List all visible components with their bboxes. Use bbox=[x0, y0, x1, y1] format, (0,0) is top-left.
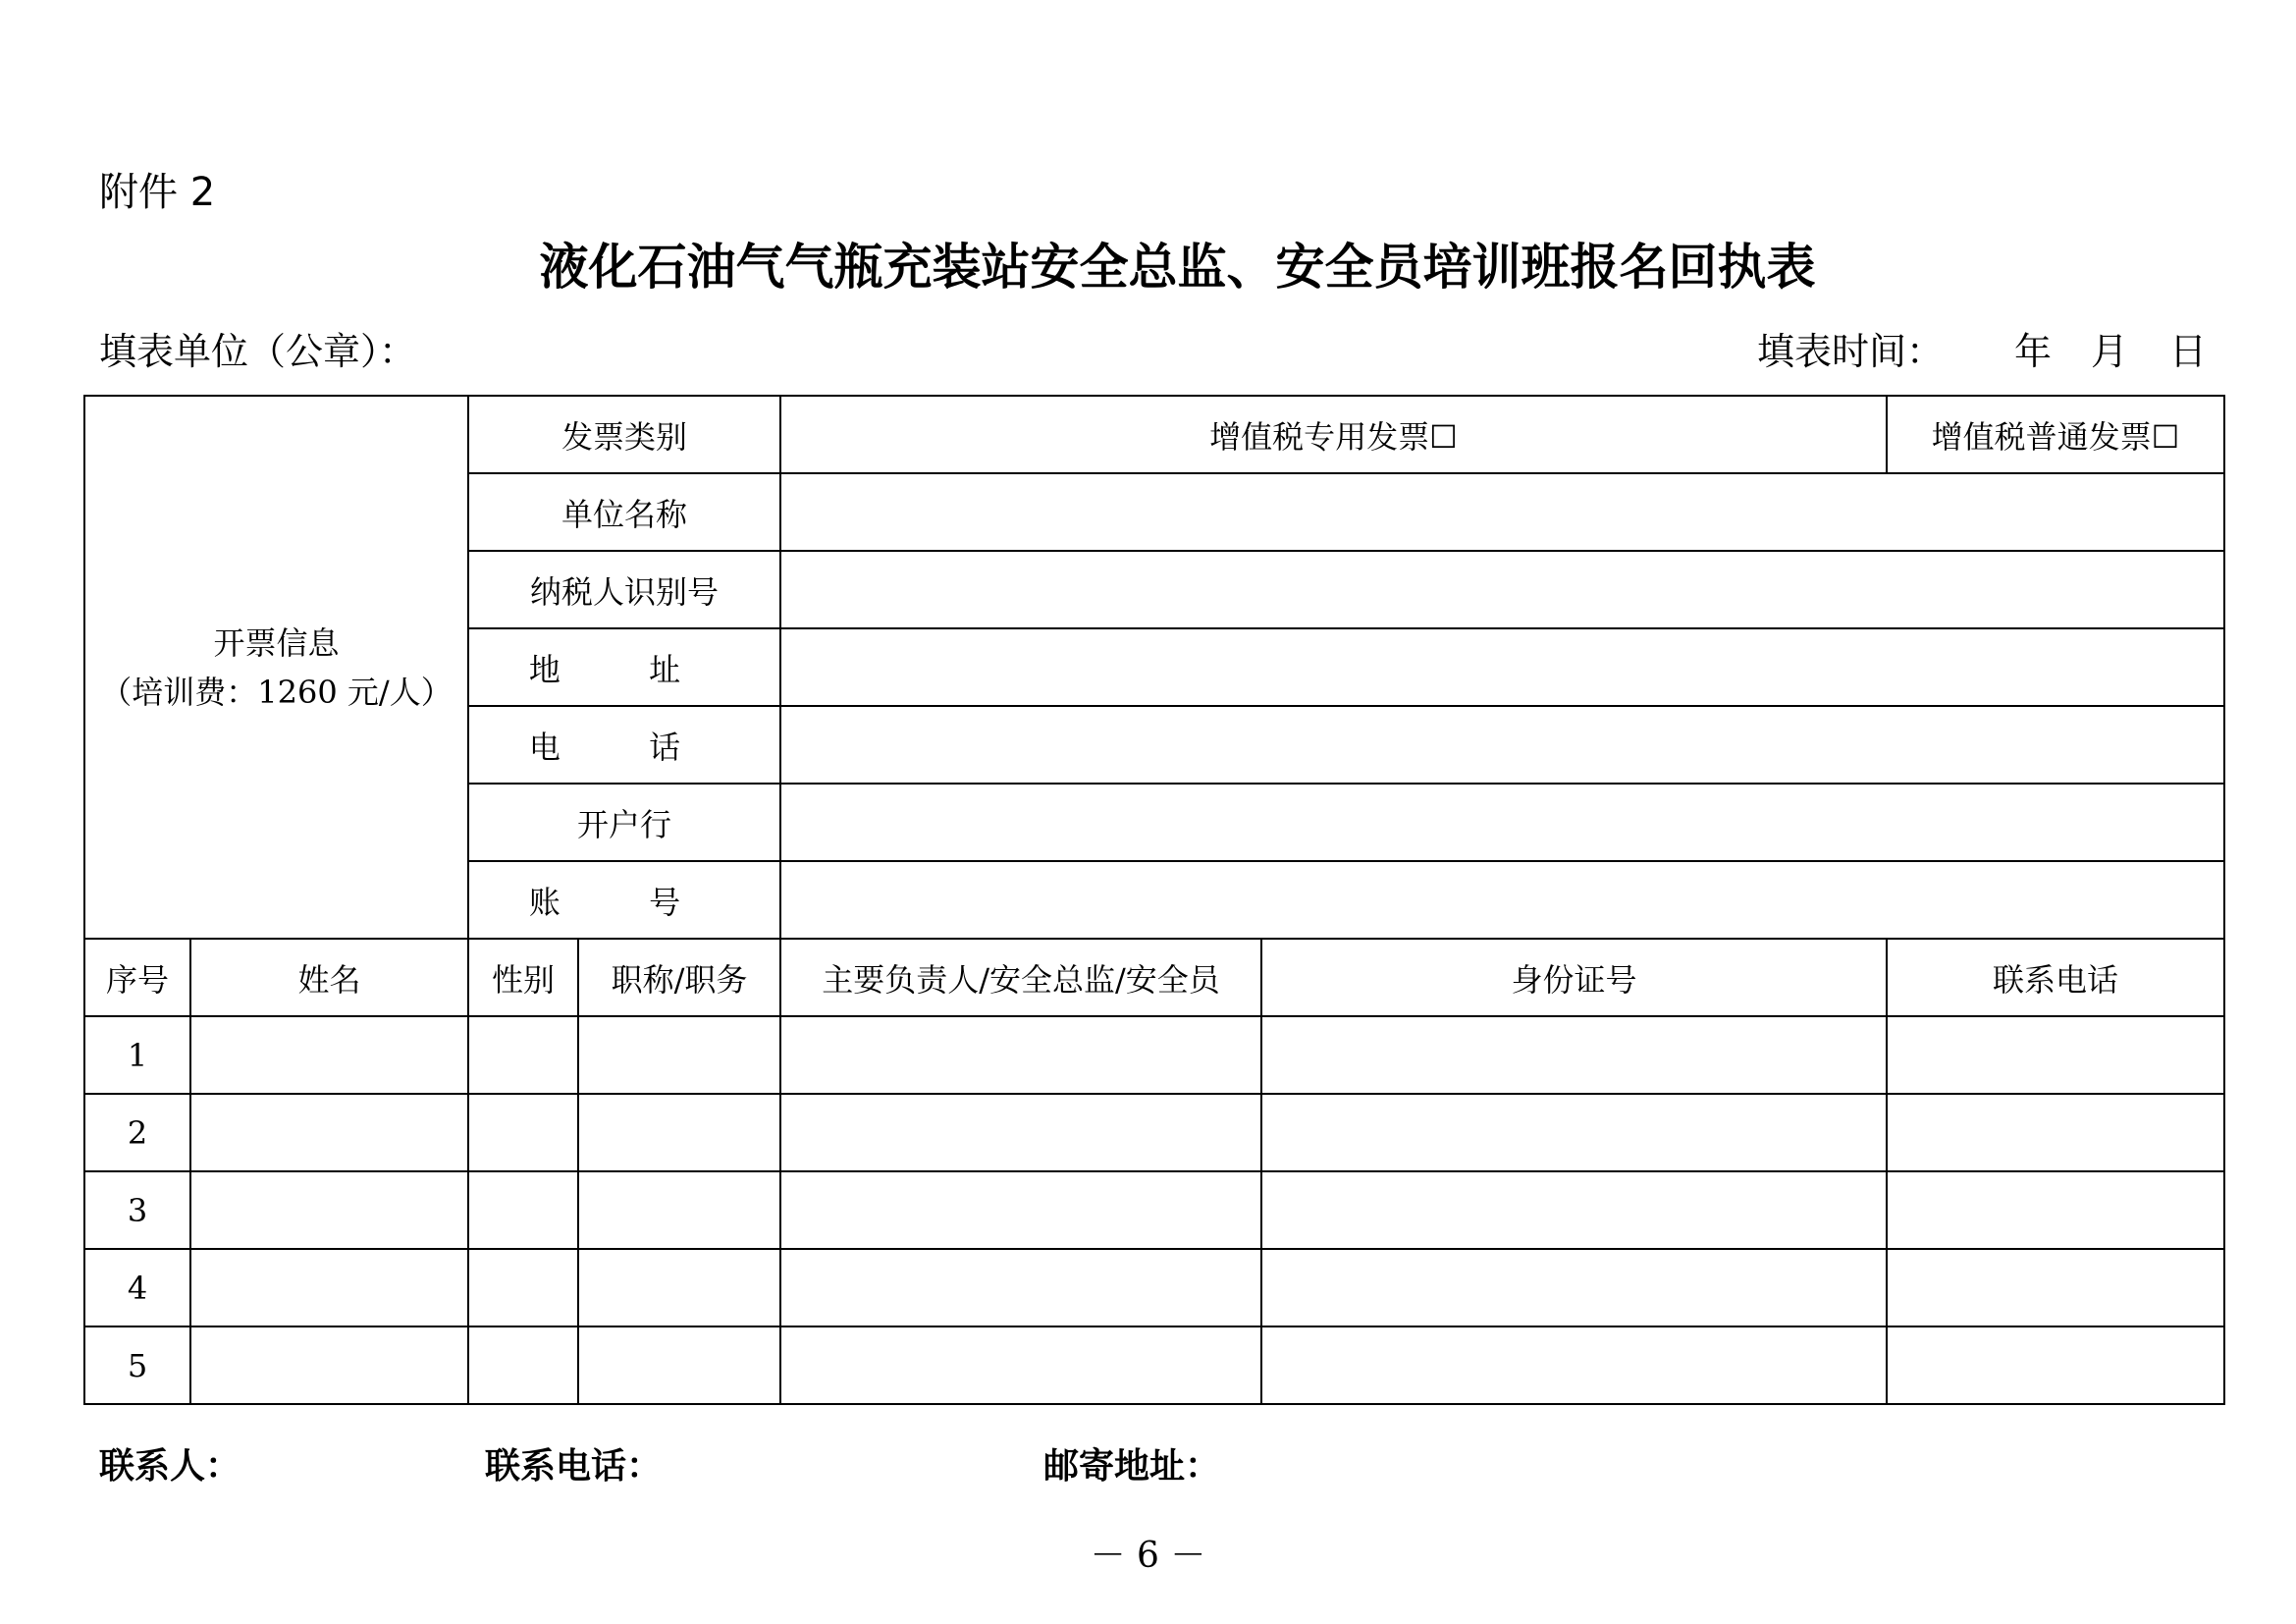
date-day-label: 日 bbox=[2169, 330, 2208, 373]
row-number: 4 bbox=[84, 1249, 190, 1326]
phone-field[interactable] bbox=[780, 706, 2224, 784]
phone-cell[interactable] bbox=[1887, 1326, 2224, 1404]
column-header-gender: 性别 bbox=[468, 939, 578, 1016]
role-cell[interactable] bbox=[780, 1171, 1261, 1249]
attachment-label: 附件 2 bbox=[99, 170, 216, 215]
column-header-name: 姓名 bbox=[190, 939, 468, 1016]
fill-unit-label: 填表单位（公章）： bbox=[99, 330, 417, 373]
invoice-option-special[interactable]: 增值税专用发票☐ bbox=[780, 396, 1887, 473]
training-fee-note: （培训费：1260 元/人） bbox=[100, 673, 453, 711]
document-title: 液化石油气气瓶充装站安全总监、安全员培训班报名回执表 bbox=[539, 239, 1816, 296]
page-number: － 6 － bbox=[1090, 1536, 1206, 1576]
table-row bbox=[84, 1016, 2224, 1094]
title-cell[interactable] bbox=[578, 1016, 780, 1094]
role-cell[interactable] bbox=[780, 1094, 1261, 1171]
name-cell[interactable] bbox=[190, 1016, 468, 1094]
name-cell[interactable] bbox=[190, 1094, 468, 1171]
title-cell[interactable] bbox=[578, 1094, 780, 1171]
id-number-cell[interactable] bbox=[1261, 1171, 1887, 1249]
phone-cell[interactable] bbox=[1887, 1171, 2224, 1249]
invoice-row-label: 地 址 bbox=[468, 628, 780, 706]
fill-time-label: 填表时间： bbox=[1757, 330, 1945, 373]
id-number-cell[interactable] bbox=[1261, 1094, 1887, 1171]
row-number: 2 bbox=[84, 1094, 190, 1171]
column-header-no: 序号 bbox=[84, 939, 190, 1016]
contact-phone-label: 联系电话： bbox=[485, 1446, 663, 1487]
date-year-label: 年 bbox=[2014, 330, 2053, 373]
invoice-section-label bbox=[84, 396, 468, 939]
date-month-label: 月 bbox=[2091, 330, 2129, 373]
name-cell[interactable] bbox=[190, 1326, 468, 1404]
invoice-label: 开票信息 bbox=[213, 623, 340, 662]
participants-header-row bbox=[84, 939, 2224, 1016]
id-number-cell[interactable] bbox=[1261, 1016, 1887, 1094]
column-header-id-number: 身份证号 bbox=[1261, 939, 1887, 1016]
phone-cell[interactable] bbox=[1887, 1249, 2224, 1326]
gender-cell[interactable] bbox=[468, 1094, 578, 1171]
role-cell[interactable] bbox=[780, 1249, 1261, 1326]
address-field[interactable] bbox=[780, 628, 2224, 706]
gender-cell[interactable] bbox=[468, 1016, 578, 1094]
gender-cell[interactable] bbox=[468, 1171, 578, 1249]
mail-address-label: 邮寄地址： bbox=[1043, 1446, 1221, 1487]
invoice-row-label: 开户行 bbox=[468, 784, 780, 861]
invoice-row-label: 账 号 bbox=[468, 861, 780, 939]
table-row bbox=[84, 1249, 2224, 1326]
contact-person-label: 联系人： bbox=[99, 1446, 241, 1487]
table-row bbox=[84, 1326, 2224, 1404]
name-cell[interactable] bbox=[190, 1249, 468, 1326]
role-cell[interactable] bbox=[780, 1326, 1261, 1404]
row-number: 5 bbox=[84, 1326, 190, 1404]
invoice-option-normal[interactable]: 增值税普通发票☐ bbox=[1887, 396, 2224, 473]
account-number-field[interactable] bbox=[780, 861, 2224, 939]
invoice-row-label: 电 话 bbox=[468, 706, 780, 784]
column-header-title: 职称/职务 bbox=[578, 939, 780, 1016]
invoice-type-label: 发票类别 bbox=[468, 396, 780, 473]
role-cell[interactable] bbox=[780, 1016, 1261, 1094]
column-header-role: 主要负责人/安全总监/安全员 bbox=[780, 939, 1261, 1016]
title-cell[interactable] bbox=[578, 1326, 780, 1404]
taxpayer-id-field[interactable] bbox=[780, 551, 2224, 628]
table-row bbox=[84, 1171, 2224, 1249]
title-cell[interactable] bbox=[578, 1171, 780, 1249]
phone-cell[interactable] bbox=[1887, 1016, 2224, 1094]
row-number: 1 bbox=[84, 1016, 190, 1094]
gender-cell[interactable] bbox=[468, 1326, 578, 1404]
id-number-cell[interactable] bbox=[1261, 1326, 1887, 1404]
bank-field[interactable] bbox=[780, 784, 2224, 861]
invoice-row-label: 纳税人识别号 bbox=[468, 551, 780, 628]
row-number: 3 bbox=[84, 1171, 190, 1249]
invoice-row-label: 单位名称 bbox=[468, 473, 780, 551]
gender-cell[interactable] bbox=[468, 1249, 578, 1326]
phone-cell[interactable] bbox=[1887, 1094, 2224, 1171]
id-number-cell[interactable] bbox=[1261, 1249, 1887, 1326]
company-name-field[interactable] bbox=[780, 473, 2224, 551]
column-header-phone: 联系电话 bbox=[1887, 939, 2224, 1016]
title-cell[interactable] bbox=[578, 1249, 780, 1326]
table-row bbox=[84, 1094, 2224, 1171]
registration-form-table bbox=[83, 395, 2225, 1405]
name-cell[interactable] bbox=[190, 1171, 468, 1249]
invoice-type-row bbox=[84, 396, 2224, 473]
